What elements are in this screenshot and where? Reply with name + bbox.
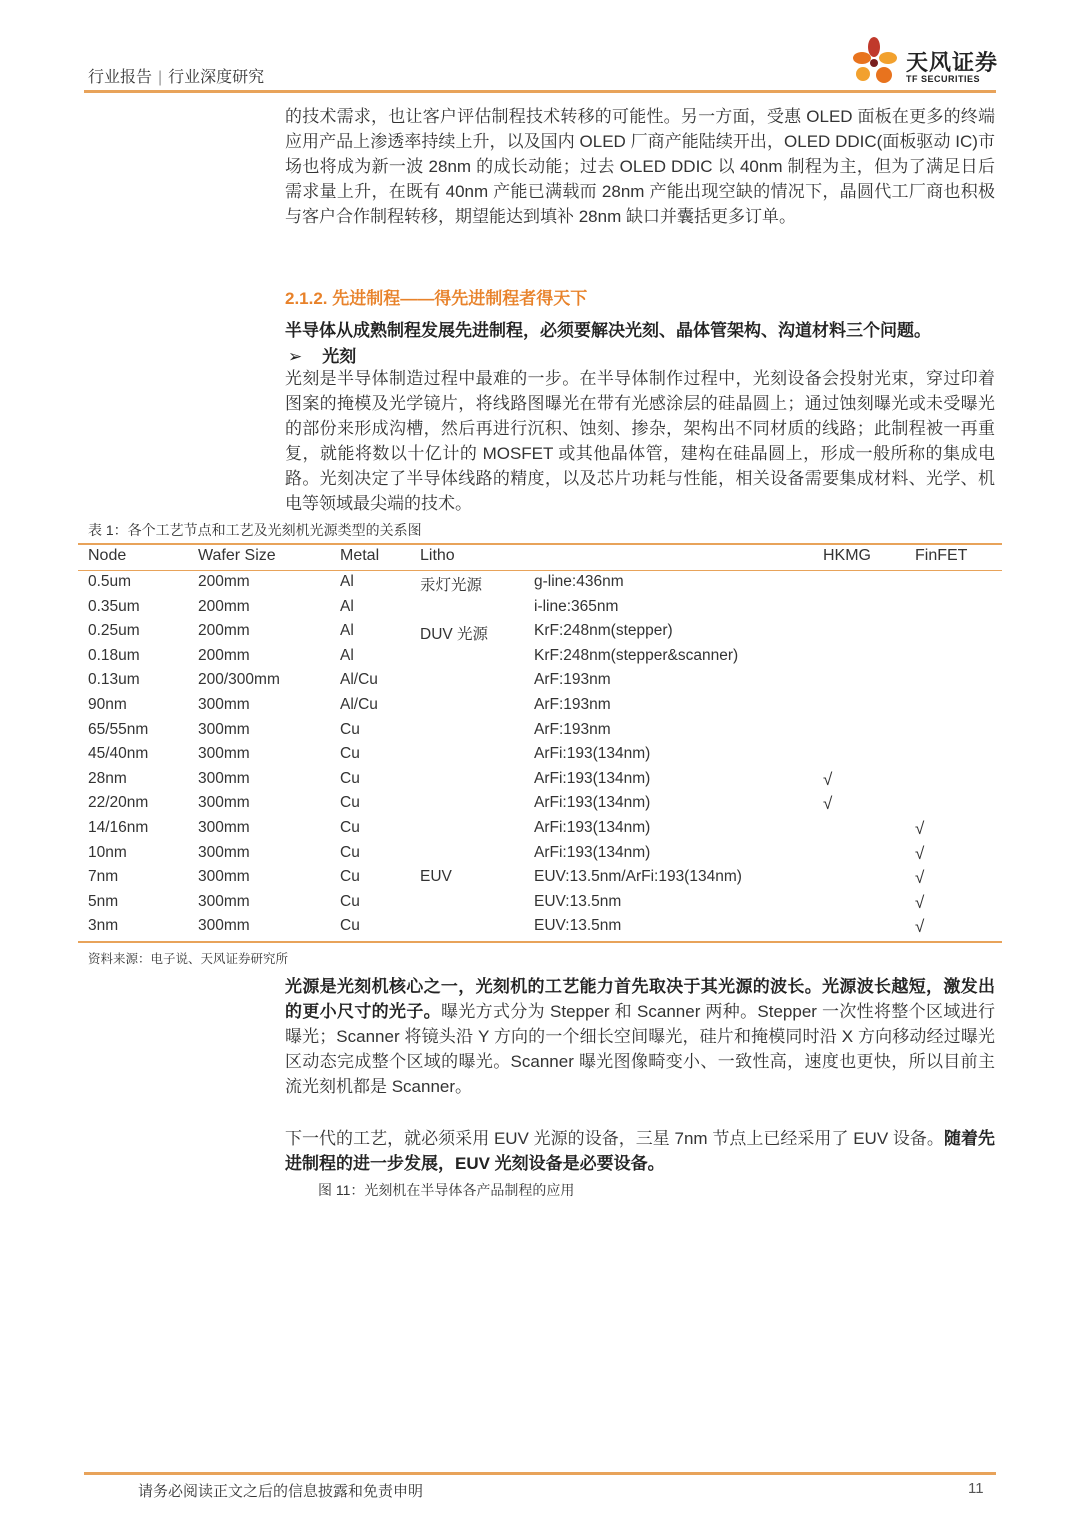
cell-wavelength: ArFi:193(134nm) xyxy=(534,818,651,836)
cell-wafer-size: 300mm xyxy=(198,818,250,836)
cell-node: 10nm xyxy=(88,843,127,861)
cell-wavelength: KrF:248nm(stepper) xyxy=(534,622,673,640)
cell-wavelength: ArF:193nm xyxy=(534,720,611,738)
cell-node: 65/55nm xyxy=(88,720,149,738)
company-logo xyxy=(848,34,1000,90)
cell-node: 7nm xyxy=(88,868,119,886)
table-header-rule xyxy=(78,570,1002,571)
footer-divider xyxy=(84,1472,996,1475)
table-row xyxy=(78,622,1002,647)
cell-metal: Al/Cu xyxy=(340,671,378,689)
cell-node: 90nm xyxy=(88,695,127,713)
cell-node: 3nm xyxy=(88,917,119,935)
cell-wafer-size: 200mm xyxy=(198,597,250,615)
cell-wafer-size: 300mm xyxy=(198,868,250,886)
light-source-bold: 光源是光刻机核心之一，光刻机的工艺能力首先取决于其光源的波长。光源波长越短，激发出的更小尺寸的光子。 xyxy=(285,977,995,1021)
cell-wavelength: ArFi:193(134nm) xyxy=(534,843,651,861)
cell-wafer-size: 200mm xyxy=(198,646,250,664)
cell-wafer-size: 300mm xyxy=(198,769,250,787)
section-summary: 半导体从成熟制程发展先进制程，必须要解决光刻、晶体管架构、沟道材料三个问题。 xyxy=(285,321,931,340)
cell-wavelength: ArFi:193(134nm) xyxy=(534,745,651,763)
cell-hkmg: √ xyxy=(823,794,833,814)
cell-litho-source: 汞灯光源 xyxy=(420,577,483,594)
footer-disclaimer: 请务必阅读正文之后的信息披露和免责申明 xyxy=(138,1483,424,1500)
euv-bold: 随着先进制程的进一步发展，EUV 光刻设备是必要设备。 xyxy=(285,1129,996,1173)
header-divider xyxy=(84,90,996,93)
cell-wavelength: EUV:13.5nm xyxy=(534,892,622,910)
cell-wafer-size: 300mm xyxy=(198,917,250,935)
page-number: 11 xyxy=(968,1480,984,1497)
cell-node: 5nm xyxy=(88,892,119,910)
cell-metal: Al xyxy=(340,622,354,640)
cell-finfet: √ xyxy=(915,892,925,912)
table-row xyxy=(78,671,1002,696)
cell-metal: Cu xyxy=(340,745,360,763)
cell-wavelength: KrF:248nm(stepper&scanner) xyxy=(534,646,739,664)
bullet-lithography xyxy=(288,342,356,367)
cell-metal: Cu xyxy=(340,868,360,886)
table-row xyxy=(78,770,1002,795)
cell-finfet: √ xyxy=(915,843,925,863)
cell-wavelength: ArFi:193(134nm) xyxy=(534,769,651,787)
cell-metal: Cu xyxy=(340,720,360,738)
report-subcategory: 行业深度研究 xyxy=(168,69,265,86)
header-wafer-size: Wafer Size xyxy=(198,547,276,564)
cell-node: 0.35um xyxy=(88,597,140,615)
cell-metal: Cu xyxy=(340,818,360,836)
cell-metal: Cu xyxy=(340,843,360,861)
cell-finfet: √ xyxy=(915,868,925,888)
table-row xyxy=(78,794,1002,819)
cell-wavelength: EUV:13.5nm/ArFi:193(134nm) xyxy=(534,868,742,886)
cell-node: 0.5um xyxy=(88,573,132,590)
cell-wavelength: EUV:13.5nm xyxy=(534,917,622,935)
table-row xyxy=(78,573,1002,598)
cell-wafer-size: 300mm xyxy=(198,695,250,713)
table-row xyxy=(78,819,1002,844)
cell-wavelength: i-line:365nm xyxy=(534,597,619,615)
cell-metal: Cu xyxy=(340,917,360,935)
cell-finfet: √ xyxy=(915,818,925,838)
paragraph-lithography: 光刻是半导体制造过程中最难的一步。在半导体制作过程中，光刻设备会投射光束，穿过印着图案的掩模及光学镜片，将线路图曝光在带有光感涂层的硅晶圆上；通过蚀刻曝光或未受曝光的部份来形成沟槽，然后再进行沉积、蚀刻、掺杂，架构出不同材质的线路；此制程被一再重复，就能将数以十亿计的 MOSFET 或其他晶体管，建构在硅晶圆上，形成一般所称的集成电路。光刻决定了半导体线路的精度，以及芯片功耗与性能，相关设备需要集成材料、光学、机电等领域最尖端的技术。 xyxy=(285,369,995,513)
table-bottom-rule xyxy=(78,941,1002,943)
header-node: Node xyxy=(88,547,127,564)
table-source: 资料来源：电子说、天风证券研究所 xyxy=(88,952,289,966)
cell-wafer-size: 300mm xyxy=(198,745,250,763)
cell-node: 0.25um xyxy=(88,622,140,640)
paragraph-light-source xyxy=(285,974,995,1099)
header-metal: Metal xyxy=(340,547,380,564)
cell-metal: Cu xyxy=(340,794,360,812)
header-finfet: FinFET xyxy=(915,547,968,564)
cell-metal: Al/Cu xyxy=(340,695,378,713)
euv-normal: 下一代的工艺，就必须采用 EUV 光源的设备，三星 7nm 节点上已经采用了 EUV 设备。 xyxy=(285,1129,944,1148)
cell-finfet: √ xyxy=(915,917,925,937)
flower-logo-icon xyxy=(848,34,904,90)
cell-wavelength: g-line:436nm xyxy=(534,573,624,590)
paragraph-ddic-demand: 的技术需求，也让客户评估制程技术转移的可能性。另一方面，受惠 OLED 面板在更多的终端应用产品上渗透率持续上升，以及国内 OLED 厂商产能陆续开出，OLED DDIC(面板驱动 IC)市场也将成为新一波 28nm 的成长动能；过去 OLED DDIC 以 40nm 制程为主，但为了满足日后需求量上升，在既有 40nm 产能已满载而 28nm 产能出现空缺的情况下，晶圆代工厂商也积极与客户合作制程转移，期望能达到填补 28nm 缺口并囊括更多订单。 xyxy=(285,107,995,226)
section-title: 2.1.2. 先进制程——得先进制程者得天下 xyxy=(285,289,588,308)
brand-name-en: TF SECURITIES xyxy=(906,74,981,84)
cell-wavelength: ArF:193nm xyxy=(534,695,611,713)
cell-litho-source: EUV xyxy=(420,868,452,886)
cell-node: 14/16nm xyxy=(88,818,149,836)
cell-metal: Cu xyxy=(340,769,360,787)
table-row xyxy=(78,844,1002,869)
table-row xyxy=(78,893,1002,918)
table-body xyxy=(78,573,1002,942)
cell-wafer-size: 200mm xyxy=(198,622,250,640)
table-row xyxy=(78,721,1002,746)
cell-wafer-size: 200/300mm xyxy=(198,671,280,689)
table-top-rule xyxy=(78,543,1002,545)
cell-hkmg: √ xyxy=(823,769,833,789)
header-litho: Litho xyxy=(420,547,455,564)
table-row xyxy=(78,745,1002,770)
header-separator: | xyxy=(158,69,163,86)
cell-node: 28nm xyxy=(88,769,127,787)
cell-wafer-size: 200mm xyxy=(198,573,250,590)
table-caption: 表 1：各个工艺节点和工艺及光刻机光源类型的关系图 xyxy=(88,522,422,538)
cell-node: 45/40nm xyxy=(88,745,149,763)
figure-caption: 图 11：光刻机在半导体各产品制程的应用 xyxy=(318,1182,575,1198)
report-category: 行业报告 xyxy=(88,69,153,86)
cell-wafer-size: 300mm xyxy=(198,843,250,861)
cell-metal: Cu xyxy=(340,892,360,910)
paragraph-euv xyxy=(285,1126,995,1176)
table-header-row xyxy=(78,547,1002,569)
cell-node: 0.18um xyxy=(88,646,140,664)
table-row xyxy=(78,868,1002,893)
table-row xyxy=(78,598,1002,623)
bullet-arrow-icon: ➢ xyxy=(288,347,303,366)
cell-wafer-size: 300mm xyxy=(198,794,250,812)
bullet-label: 光刻 xyxy=(322,347,357,366)
table-row xyxy=(78,696,1002,721)
light-source-rest: 曝光方式分为 Stepper 和 Scanner 两种。Stepper 一次性将整个区域进行曝光；Scanner 将镜头沿 Y 方向的一个细长空间曝光，硅片和掩模同时沿 X 方向移动经过曝光区动态完成整个区域的曝光。Scanner 曝光图像畸变小、一致性高，速度也更快，所以目前主流光刻机都是 Scanner。 xyxy=(285,1002,995,1096)
header-hkmg: HKMG xyxy=(823,547,871,564)
cell-metal: Al xyxy=(340,646,354,664)
cell-metal: Al xyxy=(340,597,354,615)
cell-node: 22/20nm xyxy=(88,794,149,812)
cell-wavelength: ArFi:193(134nm) xyxy=(534,794,651,812)
table-row xyxy=(78,647,1002,672)
cell-wafer-size: 300mm xyxy=(198,720,250,738)
table-row xyxy=(78,917,1002,942)
cell-metal: Al xyxy=(340,573,354,590)
cell-litho-source: DUV 光源 xyxy=(420,626,489,644)
brand-name-cn: 天风证券 xyxy=(906,50,999,75)
page-header-category xyxy=(88,64,264,87)
cell-wafer-size: 300mm xyxy=(198,892,250,910)
cell-wavelength: ArF:193nm xyxy=(534,671,611,689)
cell-node: 0.13um xyxy=(88,671,140,689)
